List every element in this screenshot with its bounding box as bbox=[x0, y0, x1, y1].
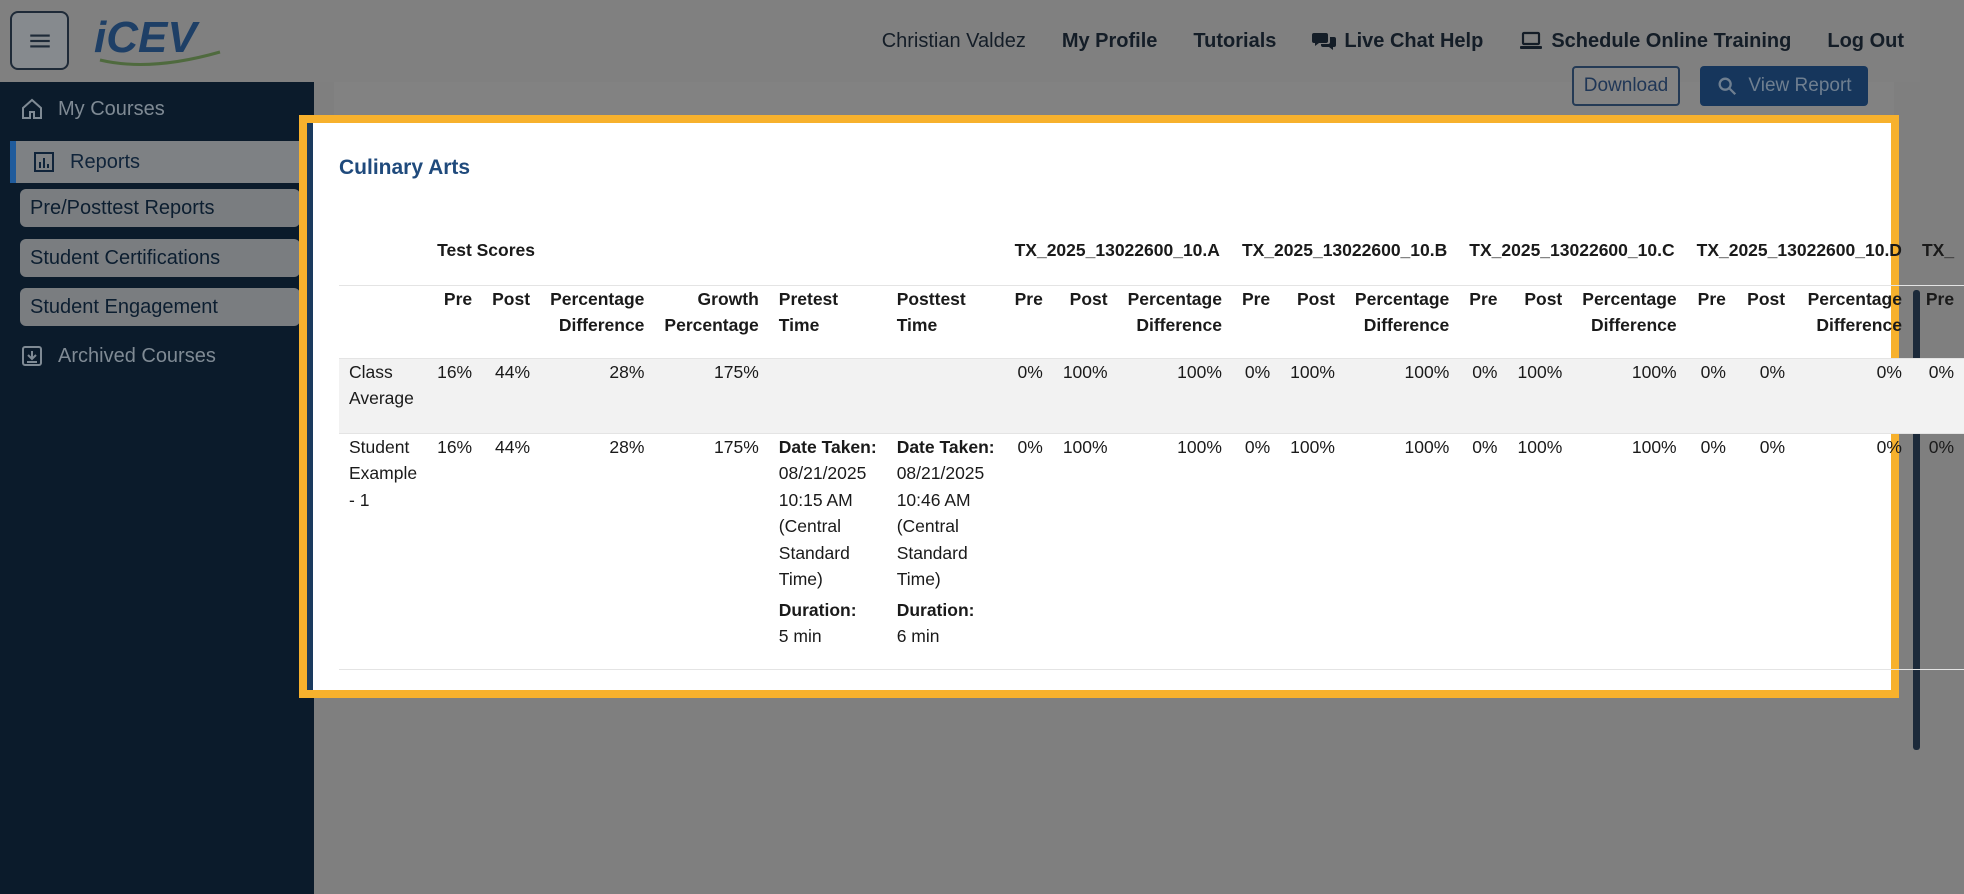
group-standard-a: TX_2025_13022600_10.A bbox=[1014, 240, 1220, 260]
course-title: Culinary Arts bbox=[339, 156, 471, 179]
col-pre: Pre bbox=[427, 285, 482, 358]
sidebar-item-reports[interactable]: Reports bbox=[10, 141, 300, 183]
live-chat-help-link[interactable]: Live Chat Help bbox=[1312, 30, 1483, 53]
student-row: Student Example - 1 16% 44% 28% 175% Date Taken: 08/21/2025 10:15 AM (Central Standard Time) Duration: 5 min Date Taken: 08/21/2025 10:46 AM (Central Standard Time) Duration: 6 min 0% 100% 100% 0% 100% 100% 0% 100% 100% 0% 0% 0% 0% bbox=[339, 433, 1964, 669]
log-out-link[interactable]: Log Out bbox=[1827, 29, 1904, 52]
sidebar-item-my-courses[interactable]: My Courses bbox=[20, 97, 165, 121]
col-b-diff: Percentage Difference bbox=[1345, 285, 1459, 358]
col-c-diff: Percentage Difference bbox=[1572, 285, 1686, 358]
view-report-button[interactable]: View Report bbox=[1700, 66, 1868, 106]
col-d-diff: Percentage Difference bbox=[1795, 285, 1912, 358]
group-header-row bbox=[339, 237, 1964, 285]
pretest-time-cell: Date Taken: 08/21/2025 10:15 AM (Central Standard Time) Duration: 5 min bbox=[769, 433, 887, 669]
group-standard-b: TX_2025_13022600_10.B bbox=[1241, 240, 1448, 260]
sidebar-item-pre-posttest-reports[interactable]: Pre/Posttest Reports bbox=[20, 189, 300, 227]
svg-text:iCEV: iCEV bbox=[94, 13, 197, 62]
posttest-time-cell: Date Taken: 08/21/2025 10:46 AM (Central Standard Time) Duration: 6 min bbox=[887, 433, 1005, 669]
col-pct-diff: Percentage Difference bbox=[540, 285, 654, 358]
hamburger-menu-button[interactable] bbox=[10, 11, 69, 70]
group-test-scores: Test Scores bbox=[437, 240, 536, 260]
home-icon bbox=[20, 97, 44, 121]
col-post: Post bbox=[482, 285, 540, 358]
group-standard-d: TX_2025_13022600_10.D bbox=[1696, 240, 1902, 260]
class-average-row: Class Average 16% 44% 28% 175% 0% 100% 100% 0% 100% 100% 0% 100% 100% 0% 0% 0% 0% bbox=[339, 358, 1964, 433]
class-average-label: Class Average bbox=[339, 358, 427, 433]
col-a-diff: Percentage Difference bbox=[1118, 285, 1232, 358]
highlighted-report-card bbox=[299, 115, 1955, 698]
my-profile-link[interactable]: My Profile bbox=[1061, 29, 1158, 52]
column-header-row bbox=[339, 285, 1964, 358]
tutorials-link[interactable]: Tutorials bbox=[1193, 29, 1277, 52]
group-standard-c: TX_2025_13022600_10.C bbox=[1469, 240, 1675, 260]
col-posttest-time: Posttest Time bbox=[887, 285, 1005, 358]
report-table bbox=[339, 237, 1964, 670]
col-a-pre: Pre bbox=[1005, 285, 1053, 358]
archive-icon bbox=[20, 344, 44, 368]
col-e-pre: Pre bbox=[1912, 285, 1964, 358]
sidebar-item-student-certifications[interactable]: Student Certifications bbox=[20, 239, 300, 277]
col-a-post: Post bbox=[1053, 285, 1118, 358]
col-growth: Growth Percentage bbox=[654, 285, 768, 358]
col-b-pre: Pre bbox=[1232, 285, 1280, 358]
col-b-post: Post bbox=[1280, 285, 1345, 358]
bar-chart-icon bbox=[32, 150, 56, 174]
laptop-icon bbox=[1519, 30, 1543, 52]
schedule-training-link[interactable]: Schedule Online Training bbox=[1519, 30, 1791, 53]
col-pretest-time: Pretest Time bbox=[769, 285, 887, 358]
col-c-post: Post bbox=[1508, 285, 1573, 358]
chat-bubbles-icon bbox=[1312, 30, 1336, 52]
col-d-pre: Pre bbox=[1687, 285, 1736, 358]
student-name: Student Example - 1 bbox=[339, 433, 427, 669]
report-card bbox=[307, 123, 1955, 690]
sidebar-item-archived-courses[interactable]: Archived Courses bbox=[20, 344, 216, 368]
download-button[interactable]: Download bbox=[1572, 66, 1680, 106]
sidebar bbox=[0, 82, 314, 894]
user-name: Christian Valdez bbox=[881, 29, 1026, 52]
col-d-post: Post bbox=[1736, 285, 1795, 358]
col-c-pre: Pre bbox=[1459, 285, 1507, 358]
hamburger-icon bbox=[27, 28, 53, 54]
search-icon bbox=[1716, 75, 1738, 97]
icev-logo[interactable] bbox=[90, 12, 225, 68]
sidebar-item-student-engagement[interactable]: Student Engagement bbox=[20, 288, 300, 326]
group-standard-e: TX_ bbox=[1921, 240, 1955, 260]
